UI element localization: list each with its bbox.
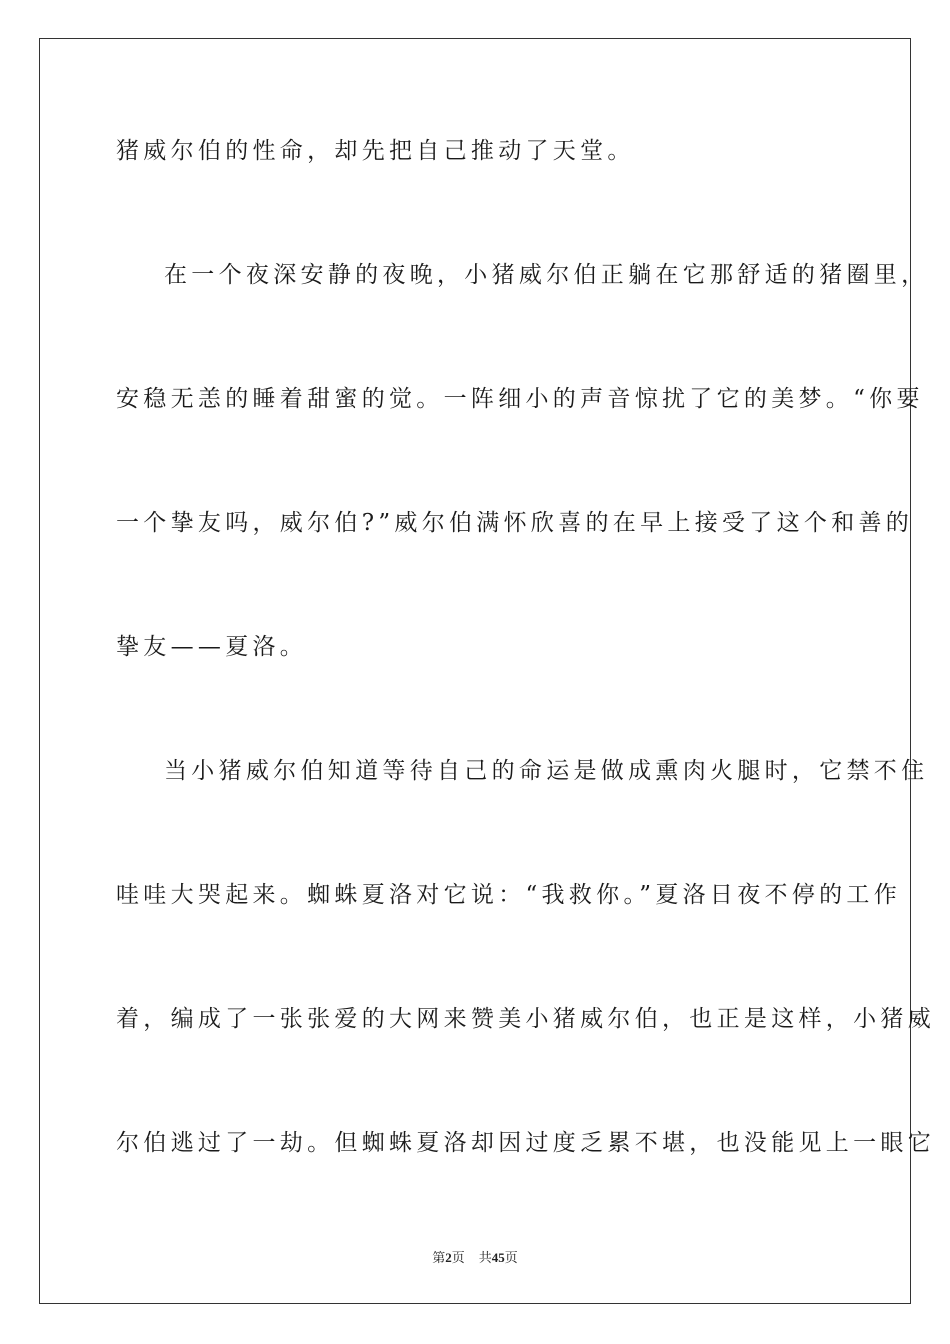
total-suffix: 页 <box>504 1251 518 1266</box>
total-pages: 45 <box>491 1250 505 1265</box>
paragraph-line: 一个挚友吗，威尔伯?”威尔伯满怀欣喜的在早上接受了这个和善的 <box>116 510 914 536</box>
page-number: 2 <box>445 1250 452 1265</box>
page-suffix: 页 <box>451 1251 465 1266</box>
paragraph-line: 着，编成了一张张爱的大网来赞美小猪威尔伯，也正是这样，小猪威 <box>116 1006 935 1032</box>
page-footer <box>0 1247 950 1266</box>
paragraph-line: 尔伯逃过了一劫。但蜘蛛夏洛却因过度乏累不堪，也没能见上一眼它 <box>116 1130 935 1156</box>
page-prefix: 第 <box>432 1251 446 1266</box>
page-border <box>39 38 935 1304</box>
total-prefix: 共 <box>478 1251 492 1266</box>
paragraph-line: 当小猪威尔伯知道等待自己的命运是做成熏肉火腿时，它禁不住 <box>164 758 929 784</box>
paragraph-line: 安稳无恙的睡着甜蜜的觉。一阵细小的声音惊扰了它的美梦。“你要 <box>116 386 924 412</box>
paragraph-line: 猪威尔伯的性命，却先把自己推动了天堂。 <box>116 138 635 164</box>
paragraph-line: 挚友——夏洛。 <box>116 634 308 660</box>
paragraph-line: 在一个夜深安静的夜晚，小猪威尔伯正躺在它那舒适的猪圈里， <box>164 262 929 288</box>
paragraph-line: 哇哇大哭起来。蜘蛛夏洛对它说：“我救你。”夏洛日夜不停的工作 <box>116 882 902 908</box>
